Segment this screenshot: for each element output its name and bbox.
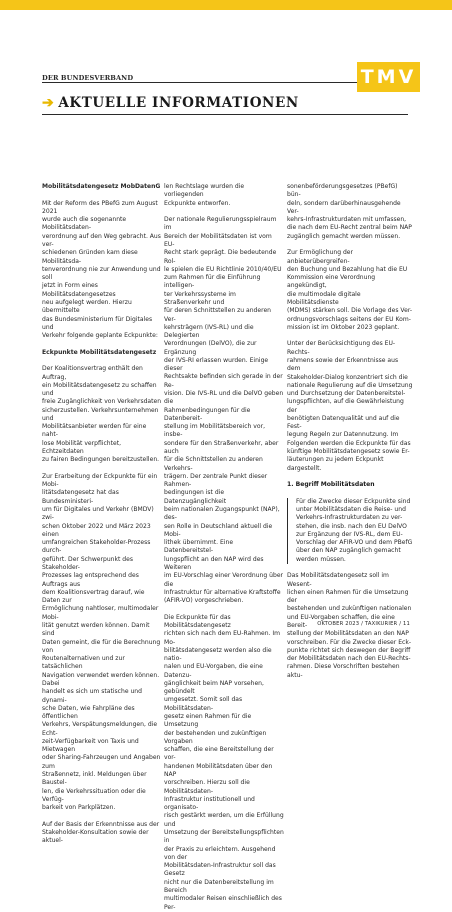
headline-divider (42, 114, 408, 115)
text-column-1 (42, 183, 162, 846)
tmv-logo (357, 62, 420, 92)
paragraph: Zur Ermöglichung der anbieterübergreifen- den Buchung und Bezahlung hat die EU Kommission eine Verordnung angekündigt, die multimodale digitale Mobilitätsdienste (MDMS) stärken soll. Die Vorlage des Ver- ordnungsvorschlags seitens der EU Kom- mission ist im Oktober 2023 geplant. (287, 249, 413, 331)
page-headline (42, 95, 299, 111)
header-divider (42, 82, 408, 83)
arrow-right-icon: ➔ (42, 95, 55, 111)
paragraph: Zur Erarbeitung der Eckpunkte für ein Mobi- litätsdatengesetz hat das Bundesministeri- um für Digitales und Verkehr (BMDV) zwi- schen Oktober 2022 und März 2023 einen umfangreichen Stakeholder-Prozess durch- geführt. Der Schwerpunkt des Stakeholder- Prozesses lag entsprechend des Auftrags aus dem Koalitionsvertrag darauf, wie Daten zur Ermöglichung nahtloser, multimodaler Mobi- lität genutzt werden können. Damit sind Daten gemeint, die für die Berechnung von Routenalternativen und zur tatsächlichen Navigation verwendet werden können. Dabei handelt es sich um statische und dynami- sche Daten, wie Fahrpläne des öffentlichen Verkehrs, Verspätungsmeldungen, die Echt- zeit-Verfügbarkeit von Taxis und Mietwagen oder Sharing-Fahrzeugen und Angaben zum Straßennetz, inkl. Meldungen über Baustel- len, die Verkehrssituation oder die Verfüg- barkeit von Parkplätzen. (42, 472, 161, 812)
paragraph: Auf der Basis der Erkenntnisse aus der Stakeholder-Konsultation sowie der aktuel- (42, 820, 160, 845)
paragraph: Die Eckpunkte für das Mobilitätsdatengesetz richten sich nach dem EU-Rahmen. Im Mo- bilitätsdatengesetz werden also die natio- nalen und EU-Vorgaben, die eine Datenzu- gänglichkeit beim NAP vorsehen, gebündelt umgesetzt. Somit soll das Mobilitätsdaten- gesetz einen Rahmen für die Umsetzung der bestehenden und zukünftigen Vorgaben schaffen, die eine Bereitstellung der vor- handenen Mobilitätsdaten über den NAP vorschreiben. Hierzu soll die Mobilitätsdaten- Infrastruktur institutionell und organisato- risch gestärkt werden, um die Erfüllung und Umsetzung der Bereitstellungspflichten in der Praxis zu erleichtern. Ausgehend von der Mobilitätsdaten-Infrastruktur soll das Gesetz nicht nur die Datenbereitstellung im Bereich multimodaler Reisen einschließlich des Per- (164, 613, 284, 911)
top-accent-bar (0, 0, 452, 10)
section-label: DER BUNDESVERBAND (42, 74, 134, 82)
text-column-2 (164, 183, 284, 912)
paragraph: Das Mobilitätsdatengesetz soll im Wesent- lichen einen Rahmen für die Umsetzung der bestehenden und zukünftigen nationalen und EU-Vorgaben schaffen, die eine Bereit- stellung der Mobilitätsdaten an den NAP vorschreiben. Für die Zwecke dieser Eck- punkte richtet sich deswegen der Begriff der Mobilitätsdaten nach den EU-Rechts- rahmen. Diese Vorschriften bestehen aktu- (287, 572, 412, 679)
article-title: Mobilitätsdatengesetz MobDatenG (42, 183, 161, 190)
highlight-quote: Für die Zwecke dieser Eckpunkte sind unter Mobilitätsdaten die Reise- und Verkehrs-Infrastrukturdaten zu ver- stehen, die insb. nach den EU DelVO zur Ergänzung der IVS-RL, dem EU- Vorschlag der AFIR-VO und dem PBefG über den NAP zugänglich gemacht werden müssen. (287, 498, 413, 564)
paragraph: Unter der Berücksichtigung des EU-Rechts- rahmens sowie der Erkenntnisse aus dem Stakeholder-Dialog konzentriert sich die nationale Regulierung auf die Umsetzung und Durchsetzung der Datenbereitstel- lungspflichten, auf die Gewährleistung der benötigten Datenqualität und auf die Fest- legung Regeln zur Datennutzung. Im Folgenden werden die Eckpunkte für das künftige Mobilitätsdatengesetz sowie Er- läuterungen zu jedem Eckpunkt dargestellt. (287, 340, 413, 472)
paragraph: Der nationale Regulierungsspielraum im Bereich der Mobilitätsdaten ist vom EU- Recht stark geprägt. Die bedeutende Rol- le spielen die EU Richtlinie 2010/40/EU zum Rahmen für die Einführung intelligen- ter Verkehrssysteme im Straßenverkehr und für deren Schnittstellen zu anderen Ver- kehrsträgern (IVS-RL) und die Delegierten Verordnungen (DelVO), die zur Ergänzung der IVS-RI erlassen wurden. Einige dieser Rechtsakte befinden sich gerade in der Re- vision. Die IVS-RL und die DelVO geben die Rahmenbedingungen für die Datenbereit- stellung im Mobilitätsbereich vor, insbe- sondere für den Straßenverkehr, aber auch für die Schnittstellen zu anderen Verkehrs- trägern. Der zentrale Punkt dieser Rahmen- bedingungen ist die Datenzugänglichkeit beim nationalen Zugangspunkt (NAP), des- sen Rolle in Deutschland aktuell die Mobi- lithek übernimmt. Eine Datenbereitstel- lungspflicht an den NAP wird des Weiteren im EU-Vorschlag einer Verordnung über die Infrastruktur für alternative Kraftstoffe (AFIR-VO) vorgeschrieben. (164, 216, 284, 605)
logo-text: TMV (360, 66, 417, 88)
numbered-heading: 1. Begriff Mobilitätsdaten (287, 481, 375, 489)
headline-text: AKTUELLE INFORMATIONEN (58, 95, 299, 111)
text-column-3 (287, 183, 413, 680)
paragraph: Der Koalitionsvertrag enthält den Auftrag, ein Mobilitätsdatengesetz zu schaffen und freie Zugänglichkeit von Verkehrsdaten sicherzustellen. Verkehrsunternehmen und Mobilitätsanbieter werden für eine naht- lose Mobilität verpflichtet, Echtzeitdaten zu fairen Bedingungen bereitzustellen. (42, 365, 162, 464)
page-footer: OKTOBER 2023 / TAXIKURIER / 11 (317, 621, 410, 627)
paragraph: len Rechtslage wurden die vorliegenden Eckpunkte entworfen. (164, 183, 245, 207)
subheading: Eckpunkte Mobilitätsdatengesetz (42, 348, 157, 356)
paragraph: sonenbeförderungsgesetzes (PBefG) bün- deln, sondern darüberhinausgehende Ver- kehrs-Infrastrukturdaten mit umfassen, die nach dem EU-Recht zentral beim NAP zugänglich gemacht werden müssen. (287, 183, 412, 240)
paragraph: Mit der Reform des PBefG zum August 2021 wurde auch die sogenannte Mobilitätsdaten- verordnung auf den Weg gebracht. Aus ver- schiedenen Gründen kam diese Mobilitätsda- tenverordnung nie zur Anwendung und soll jetzt in Form eines Mobilitätsdatengesetzes neu aufgelegt werden. Hierzu übermittelte das Bundesministerium für Digitales und Verkehr folgende geplante Eckpunkte: (42, 199, 161, 340)
